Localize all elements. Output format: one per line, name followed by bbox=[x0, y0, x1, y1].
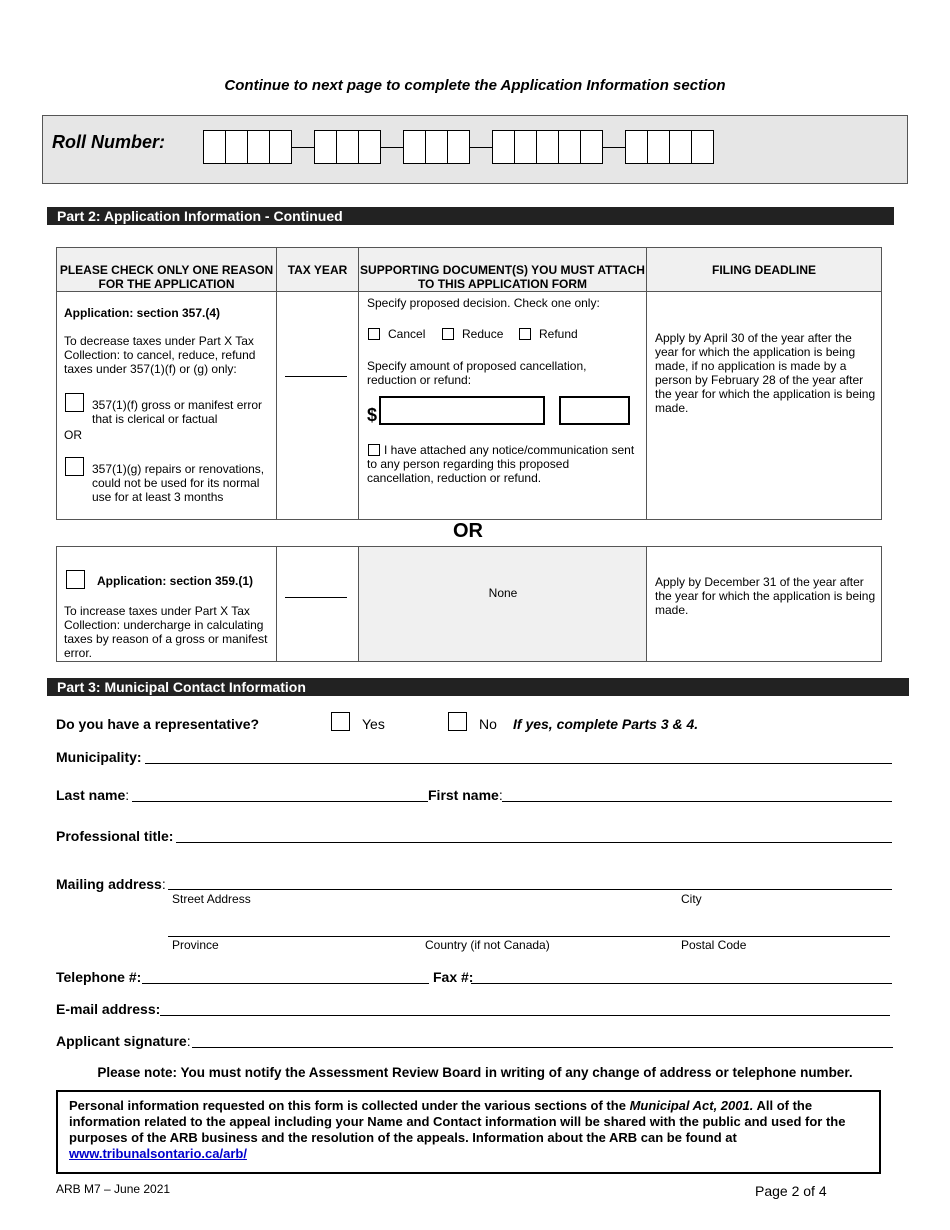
roll-number-digit-box[interactable] bbox=[203, 130, 226, 164]
specify-decision: Specify proposed decision. Check one only: bbox=[367, 296, 600, 310]
roll-number-digit-box[interactable] bbox=[358, 130, 381, 164]
roll-number-digit-box[interactable] bbox=[225, 130, 248, 164]
roll-number-dash bbox=[292, 147, 314, 148]
roll-number-dash bbox=[603, 147, 625, 148]
form-id: ARB M7 – June 2021 bbox=[56, 1182, 171, 1196]
part2-title: Part 2: Application Information - Continued bbox=[47, 207, 894, 225]
first-name-label: First name: bbox=[428, 787, 503, 803]
telephone-label: Telephone #: bbox=[56, 969, 142, 985]
fax-label: Fax #: bbox=[433, 969, 474, 985]
attached-notice-label: I have attached any notice/communication sent to any person regarding this proposed cancellation, reduction or refund. bbox=[367, 443, 635, 485]
roll-number-dash bbox=[381, 147, 403, 148]
amount-dollars-input[interactable] bbox=[379, 396, 545, 425]
deadline-359: Apply by December 31 of the year after the year for which the application is being made. bbox=[655, 575, 876, 617]
page-number: Page 2 of 4 bbox=[755, 1183, 827, 1199]
checkbox-359-1[interactable] bbox=[66, 570, 85, 589]
docs-359-none: None bbox=[488, 586, 518, 600]
please-note: Please note: You must notify the Assessment Review Board in writing of any change of address or telephone number. bbox=[97, 1065, 853, 1080]
checkbox-rep-no[interactable] bbox=[448, 712, 467, 731]
part3-title: Part 3: Municipal Contact Information bbox=[47, 678, 909, 696]
checkbox-357-1g[interactable] bbox=[65, 457, 84, 476]
roll-number-digit-box[interactable] bbox=[514, 130, 537, 164]
reduce-label: Reduce bbox=[462, 327, 504, 341]
checkbox-cancel[interactable] bbox=[368, 328, 380, 340]
header-supporting-docs: SUPPORTING DOCUMENT(S) YOU MUST ATTACH TO THIS APPLICATION FORM bbox=[360, 263, 645, 291]
privacy-notice: Personal information requested on this form is collected under the various sections of the Municipal Act, 2001. All of the information related to the appeal including your Name and Contact information will be shared with the public and used for the purposes of the ARB business and the resolution of the appeals. Information about the ARB can be found at www.tribunalsontario.ca/arb/ bbox=[56, 1090, 881, 1174]
roll-number-digit-box[interactable] bbox=[447, 130, 470, 164]
checkbox-refund[interactable] bbox=[519, 328, 531, 340]
mailing-street-city-field[interactable] bbox=[168, 889, 892, 890]
professional-title-label: Professional title: bbox=[56, 828, 174, 844]
roll-number-digit-box[interactable] bbox=[403, 130, 426, 164]
app-357-title: Application: section 357.(4) bbox=[64, 306, 221, 320]
tax-year-field-359[interactable] bbox=[285, 597, 347, 598]
signature-label: Applicant signature: bbox=[56, 1033, 191, 1049]
or-separator: OR bbox=[453, 520, 483, 542]
amount-instructions: Specify amount of proposed cancellation, reduction or refund: bbox=[367, 359, 587, 387]
roll-number-dash bbox=[470, 147, 492, 148]
application-table bbox=[56, 247, 882, 520]
cancel-label: Cancel bbox=[388, 327, 426, 341]
roll-number-digit-box[interactable] bbox=[669, 130, 692, 164]
roll-number-digit-box[interactable] bbox=[580, 130, 603, 164]
arb-website-link[interactable]: www.tribunalsontario.ca/arb/ bbox=[69, 1146, 247, 1161]
municipality-label: Municipality: bbox=[56, 749, 142, 765]
fax-field[interactable] bbox=[471, 983, 892, 984]
roll-number-digit-box[interactable] bbox=[492, 130, 515, 164]
app-359-desc: To increase taxes under Part X Tax Collection: undercharge in calculating taxes by reason of a gross or manifest error. bbox=[64, 604, 268, 660]
header-tax-year: TAX YEAR bbox=[287, 263, 348, 277]
tax-year-field-357[interactable] bbox=[285, 376, 347, 377]
refund-label: Refund bbox=[539, 327, 578, 341]
header-reason: PLEASE CHECK ONLY ONE REASON FOR THE APPLICATION bbox=[59, 263, 274, 291]
application-table-359 bbox=[56, 546, 882, 662]
option-357-1g-label: 357(1)(g) repairs or renovations, could not be used for its normal use for at least 3 months bbox=[92, 462, 265, 504]
header-filing-deadline: FILING DEADLINE bbox=[712, 263, 816, 277]
telephone-field[interactable] bbox=[142, 983, 429, 984]
checkbox-357-1f[interactable] bbox=[65, 393, 84, 412]
rep-no-label: No bbox=[479, 716, 497, 732]
checkbox-rep-yes[interactable] bbox=[331, 712, 350, 731]
roll-number-digit-box[interactable] bbox=[647, 130, 670, 164]
mailing-address-label: Mailing address: bbox=[56, 876, 166, 892]
or-small: OR bbox=[64, 428, 82, 442]
mailing-province-country-postal-field[interactable] bbox=[168, 936, 890, 937]
roll-number-digit-box[interactable] bbox=[691, 130, 714, 164]
roll-number-digit-box[interactable] bbox=[425, 130, 448, 164]
amount-cents-input[interactable] bbox=[559, 396, 630, 425]
province-caption: Province bbox=[172, 938, 219, 952]
last-name-label: Last name: bbox=[56, 787, 130, 803]
roll-number-digit-box[interactable] bbox=[625, 130, 648, 164]
first-name-field[interactable] bbox=[502, 801, 892, 802]
last-name-field[interactable] bbox=[132, 801, 428, 802]
city-caption: City bbox=[681, 892, 702, 906]
continue-note: Continue to next page to complete the Application Information section bbox=[224, 77, 726, 94]
email-label: E-mail address: bbox=[56, 1001, 161, 1017]
professional-title-field[interactable] bbox=[176, 842, 892, 843]
deadline-357: Apply by April 30 of the year after the year for which the application is being made, if no application is made by a person by February 28 of the year after the year for which the application is being made. bbox=[655, 331, 876, 415]
option-357-1f-label: 357(1)(f) gross or manifest error that is clerical or factual bbox=[92, 398, 263, 426]
roll-number-panel bbox=[42, 115, 908, 184]
country-caption: Country (if not Canada) bbox=[425, 938, 550, 952]
roll-number-digit-box[interactable] bbox=[558, 130, 581, 164]
roll-number-label: Roll Number: bbox=[52, 132, 166, 152]
signature-field[interactable] bbox=[192, 1047, 893, 1048]
roll-number-digit-box[interactable] bbox=[247, 130, 270, 164]
roll-number-digit-box[interactable] bbox=[536, 130, 559, 164]
postal-code-caption: Postal Code bbox=[681, 938, 747, 952]
checkbox-reduce[interactable] bbox=[442, 328, 454, 340]
dollar-sign: $ bbox=[367, 405, 378, 425]
representative-question: Do you have a representative? bbox=[56, 716, 260, 732]
municipality-field[interactable] bbox=[145, 763, 892, 764]
roll-number-digit-box[interactable] bbox=[314, 130, 337, 164]
street-address-caption: Street Address bbox=[172, 892, 251, 906]
app-357-desc: To decrease taxes under Part X Tax Collection: to cancel, reduce, refund taxes under 357(1)(f) or (g) only: bbox=[64, 334, 256, 376]
rep-yes-label: Yes bbox=[362, 716, 385, 732]
email-field[interactable] bbox=[160, 1015, 890, 1016]
roll-number-digit-box[interactable] bbox=[269, 130, 292, 164]
app-359-title: Application: section 359.(1) bbox=[97, 574, 254, 588]
rep-instruction: If yes, complete Parts 3 & 4. bbox=[513, 716, 699, 732]
roll-number-digit-box[interactable] bbox=[336, 130, 359, 164]
